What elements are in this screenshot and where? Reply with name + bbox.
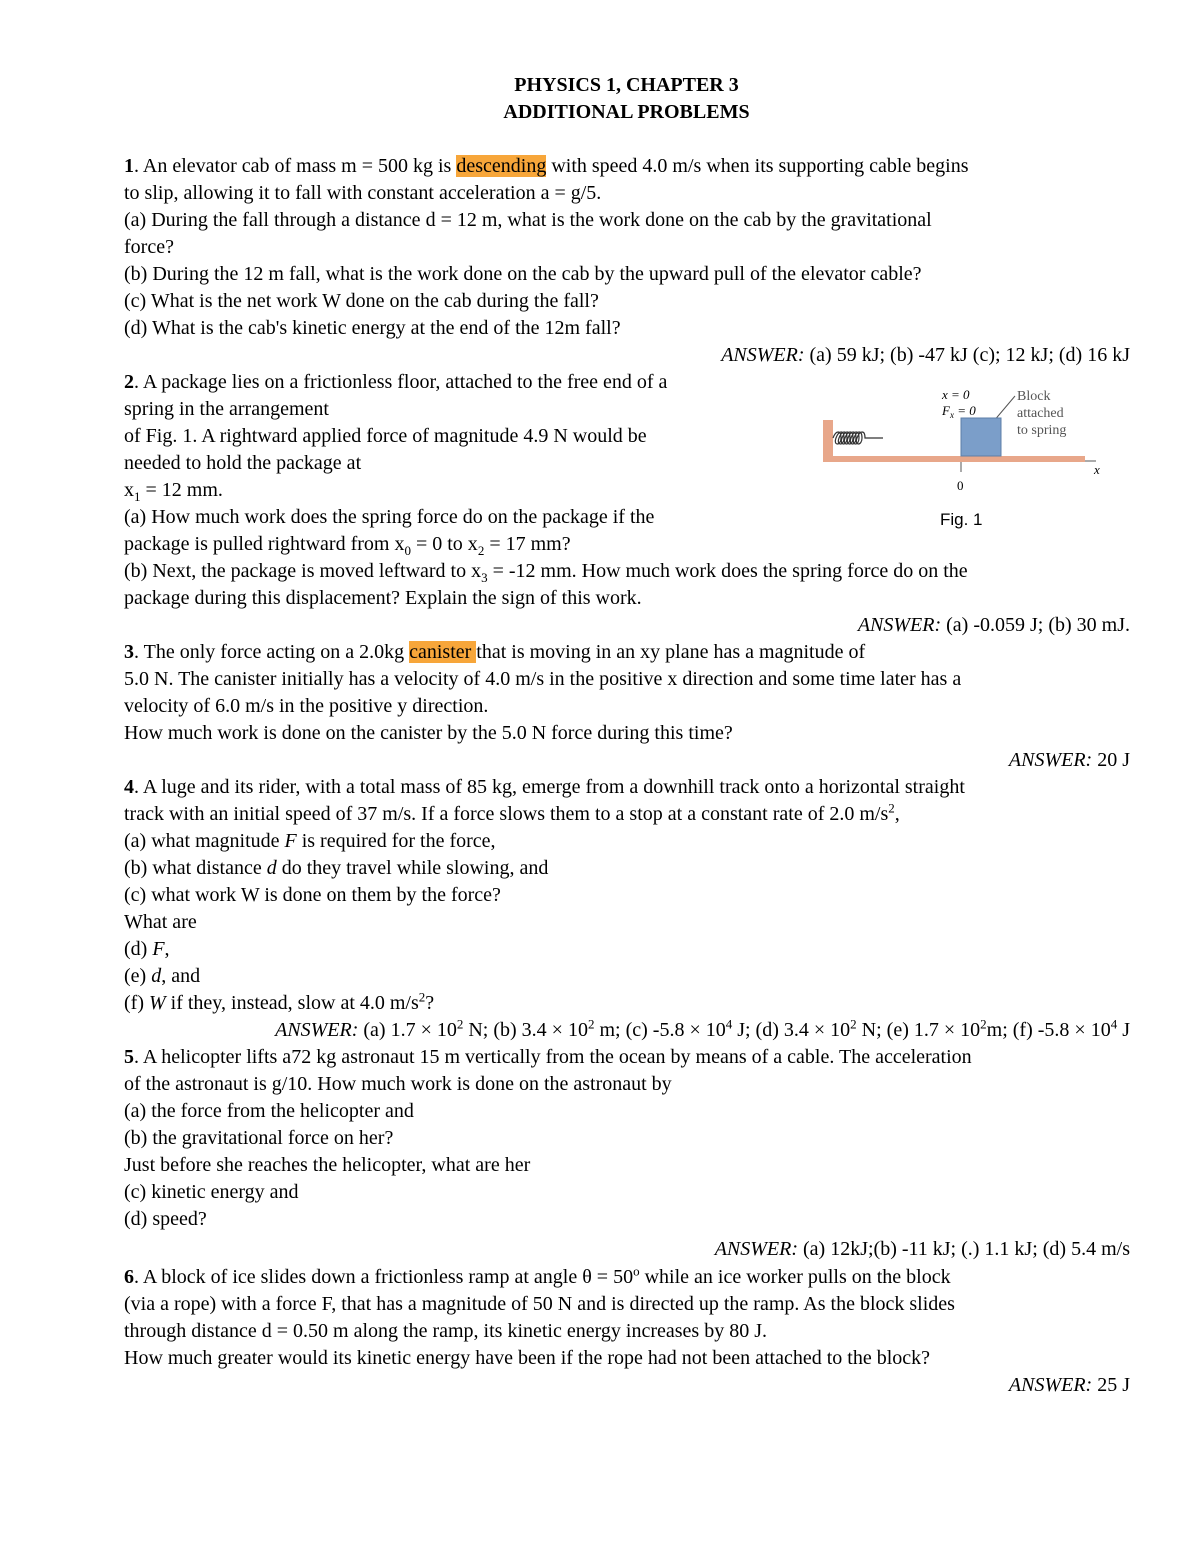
problem-6-line: through distance d = 0.50 m along the ramp, its kinetic energy increases by 80 J. <box>124 1320 767 1342</box>
answer-label: ANSWER: <box>1008 749 1093 771</box>
answer-label: ANSWER: <box>1008 1374 1093 1396</box>
superscript: 4 <box>1110 1016 1118 1032</box>
text: track with an initial speed of 37 m/s. If a force slows them to a stop at a constant rate of 2.0 m/s <box>124 803 889 825</box>
problem-4-line: What are <box>124 911 197 933</box>
problem-6-answer <box>1009 1372 1130 1399</box>
superscript: 2 <box>418 989 426 1005</box>
text: (b) Next, the package is moved leftward to x <box>124 560 482 582</box>
text: d <box>266 857 277 879</box>
subscript: 3 <box>481 570 488 585</box>
problem-3-line: How much work is done on the canister by the 5.0 N force during this time? <box>124 722 733 744</box>
text: with speed 4.0 m/s when its supporting cable begins <box>546 155 969 177</box>
problem-2-line <box>124 477 223 504</box>
problem-1-line: (b) During the 12 m fall, what is the work done on the cab by the upward pull of the elevator cable? <box>124 263 922 285</box>
text: , and <box>161 965 201 987</box>
problem-1-line: (a) During the fall through a distance d = 12 m, what is the work done on the cab by the gravitational <box>124 209 932 231</box>
text: , <box>894 803 900 825</box>
text: . The only force acting on a 2.0kg <box>134 641 410 663</box>
superscript: 4 <box>725 1016 733 1032</box>
problem-2-line: needed to hold the package at <box>124 452 362 474</box>
problem-1-line: force? <box>124 236 174 258</box>
text: (e) <box>124 965 152 987</box>
origin-label: 0 <box>957 478 964 493</box>
spring <box>833 432 883 444</box>
problem-4-number: 4 <box>124 776 134 798</box>
superscript: 2 <box>980 1016 987 1032</box>
problem-3-line: velocity of 6.0 m/s in the positive y direction. <box>124 695 489 717</box>
block-label-line2: attached <box>1017 406 1064 421</box>
problem-1-line: (d) What is the cab's kinetic energy at the end of the 12m fall? <box>124 317 621 339</box>
text: (a) 12kJ;(b) -11 kJ; (.) 1.1 kJ; (d) 5.4 m/s <box>798 1238 1130 1260</box>
problem-2-line: (a) How much work does the spring force do on the package if the <box>124 506 655 528</box>
problem-4-line <box>124 990 434 1017</box>
text: that is moving in an xy plane has a magnitude of <box>476 641 866 663</box>
text: (a) 59 kJ; (b) -47 kJ (c); 12 kJ; (d) 16 kJ <box>804 344 1130 366</box>
document-subtitle: ADDITIONAL PROBLEMS <box>503 101 750 123</box>
problem-5-line: (d) speed? <box>124 1208 207 1230</box>
superscript: o <box>633 1263 640 1279</box>
text: (d) <box>124 938 153 960</box>
text: = 12 mm. <box>140 479 223 501</box>
problem-2-line <box>124 369 667 396</box>
problem-5-line: Just before she reaches the helicopter, what are her <box>124 1154 531 1176</box>
problem-2-line: package during this displacement? Explain the sign of this work. <box>124 587 642 609</box>
floor <box>823 456 1085 462</box>
text: . A package lies on a frictionless floor, attached to the free end of a <box>134 371 668 393</box>
problem-6-line: How much greater would its kinetic energy have been if the rope had not been attached to the block? <box>124 1347 931 1369</box>
figure-caption: Fig. 1 <box>940 510 983 529</box>
text: do they travel while slowing, and <box>276 857 549 879</box>
problem-2-line <box>124 558 968 585</box>
problem-4-line <box>124 855 548 882</box>
problem-2-line: of Fig. 1. A rightward applied force of magnitude 4.9 N would be <box>124 425 647 447</box>
problem-2-line <box>124 531 571 558</box>
problem-3-line <box>124 639 865 666</box>
problem-4-line <box>124 936 170 963</box>
text: J <box>1117 1019 1130 1041</box>
superscript: 2 <box>850 1016 857 1032</box>
text: , <box>164 938 170 960</box>
text: . An elevator cab of mass m = 500 kg is <box>134 155 457 177</box>
problem-2-line: spring in the arrangement <box>124 398 329 420</box>
text: . A helicopter lifts a72 kg astronaut 15 m vertically from the ocean by means of a cable. The acceleration <box>134 1046 972 1068</box>
block-label-line3: to spring <box>1017 423 1067 438</box>
subscript: 2 <box>477 543 485 558</box>
text: 25 J <box>1092 1374 1130 1396</box>
problem-6-number: 6 <box>124 1266 134 1288</box>
text: F <box>152 938 165 960</box>
text: W <box>148 992 166 1014</box>
problem-5-answer <box>715 1236 1130 1263</box>
problem-5-line: (b) the gravitational force on her? <box>124 1127 394 1149</box>
text: = 0 <box>953 403 976 418</box>
highlighted-word: canister <box>409 641 477 663</box>
answer-label: ANSWER: <box>275 1019 359 1041</box>
problem-1-number: 1 <box>124 155 134 177</box>
text: (f) <box>124 992 149 1014</box>
problem-4-line <box>124 774 965 801</box>
text: (a) 1.7 × 10 <box>358 1019 457 1041</box>
text: F <box>284 830 297 852</box>
block <box>961 418 1001 456</box>
text: m; (c) -5.8 × 10 <box>594 1019 726 1041</box>
document-title: PHYSICS 1, CHAPTER 3 <box>514 74 739 96</box>
text: N; (b) 3.4 × 10 <box>463 1019 588 1041</box>
subscript: 0 <box>404 543 411 558</box>
problem-4-line: (c) what work W is done on them by the force? <box>124 884 501 906</box>
text: = -12 mm. How much work does the spring force do on the <box>487 560 968 582</box>
problem-6-line <box>124 1264 951 1291</box>
text: . A block of ice slides down a frictionless ramp at angle θ = 50 <box>134 1266 634 1288</box>
text: package is pulled rightward from x <box>124 533 405 555</box>
wall <box>823 420 833 460</box>
problem-6-line: (via a rope) with a force F, that has a magnitude of 50 N and is directed up the ramp. As the block slides <box>124 1293 955 1315</box>
text: while an ice worker pulls on the block <box>639 1266 951 1288</box>
text: x <box>124 479 134 501</box>
problem-4-line <box>124 963 200 990</box>
answer-label: ANSWER: <box>721 344 805 366</box>
text: = 0 to x <box>410 533 478 555</box>
problem-4-line <box>124 801 900 828</box>
answer-label: ANSWER: <box>857 614 942 636</box>
problem-1-answer <box>721 342 1130 369</box>
problem-2-number: 2 <box>124 371 134 393</box>
text: m; (f) -5.8 × 10 <box>986 1019 1111 1041</box>
text: (b) what distance <box>124 857 267 879</box>
problem-5-number: 5 <box>124 1046 134 1068</box>
problem-2-answer <box>858 612 1130 639</box>
text: F <box>942 403 950 418</box>
superscript: 2 <box>888 800 895 816</box>
answer-label: ANSWER: <box>714 1238 798 1260</box>
problem-3-answer <box>1009 747 1130 774</box>
problem-4-answer <box>275 1017 1130 1044</box>
problem-5-line: (a) the force from the helicopter and <box>124 1100 414 1122</box>
text: J; (d) 3.4 × 10 <box>732 1019 851 1041</box>
text: is required for the force, <box>296 830 496 852</box>
text: x <box>949 410 954 420</box>
problem-1-line: (c) What is the net work W done on the cab during the fall? <box>124 290 599 312</box>
problem-5-line: (c) kinetic energy and <box>124 1181 299 1203</box>
subscript: 1 <box>134 489 141 504</box>
text: N; (e) 1.7 × 10 <box>856 1019 981 1041</box>
force-equals-zero-label <box>941 403 976 420</box>
problem-1-line <box>124 153 969 180</box>
x-axis-label: x <box>1094 462 1100 477</box>
x-equals-zero-label: x = 0 <box>942 387 970 402</box>
block-label-line1: Block <box>1017 389 1051 404</box>
problem-3-line: 5.0 N. The canister initially has a velocity of 4.0 m/s in the positive x direction and some time later has a <box>124 668 962 690</box>
superscript: 2 <box>456 1016 464 1032</box>
highlighted-word: descending <box>456 155 547 177</box>
text: . A luge and its rider, with a total mass of 85 kg, emerge from a downhill track onto a horizontal straight <box>134 776 965 798</box>
problem-5-line <box>124 1044 972 1071</box>
text: ? <box>425 992 435 1014</box>
text: d <box>151 965 162 987</box>
problem-1-line: to slip, allowing it to fall with constant acceleration a = g/5. <box>124 182 602 204</box>
superscript: 2 <box>587 1016 595 1032</box>
text: (a) -0.059 J; (b) 30 mJ. <box>941 614 1130 636</box>
problem-3-number: 3 <box>124 641 134 663</box>
text: 20 J <box>1092 749 1130 771</box>
text: if they, instead, slow at 4.0 m/s <box>165 992 419 1014</box>
problem-5-line: of the astronaut is g/10. How much work is done on the astronaut by <box>124 1073 672 1095</box>
problem-4-line <box>124 828 496 855</box>
text: = 17 mm? <box>484 533 571 555</box>
text: (a) what magnitude <box>124 830 285 852</box>
